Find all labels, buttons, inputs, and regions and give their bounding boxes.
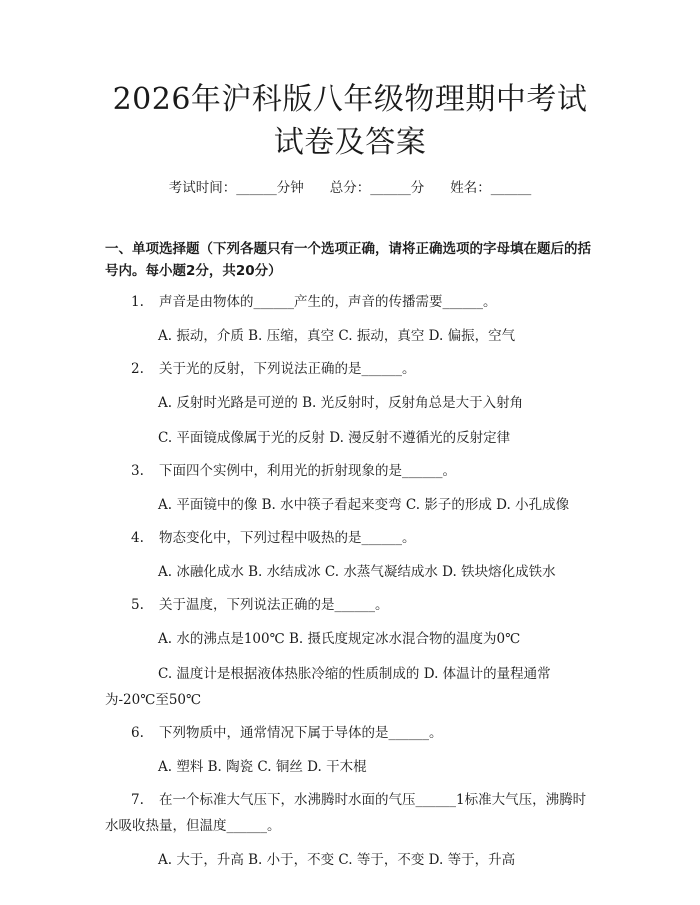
question-4 bbox=[105, 525, 595, 585]
question-2 bbox=[105, 356, 595, 451]
score-label: 总分： bbox=[329, 180, 371, 196]
question-number: 1. bbox=[131, 294, 144, 310]
score-unit: 分 bbox=[410, 180, 425, 196]
question-number: 2. bbox=[131, 361, 144, 377]
document-title: 2026年沪科版八年级物理期中考试试卷及答案 bbox=[112, 82, 588, 160]
question-options: A. 大于，升高 B. 小于，不变 C. 等于，不变 D. 等于，升高 bbox=[158, 852, 516, 868]
question-7 bbox=[105, 787, 595, 873]
question-1 bbox=[105, 289, 595, 349]
question-3 bbox=[105, 458, 595, 518]
question-options: A. 冰融化成水 B. 水结成冰 C. 水蒸气凝结成水 D. 铁块熔化成铁水 bbox=[158, 564, 556, 580]
question-number: 7. bbox=[131, 792, 144, 808]
question-number: 5. bbox=[131, 597, 144, 613]
name-label: 姓名： bbox=[450, 180, 491, 196]
question-stem: 下面四个实例中，利用光的折射现象的是______。 bbox=[159, 463, 456, 479]
question-options: A. 水的沸点是100℃ B. 摄氏度规定冰水混合物的温度为0℃ bbox=[158, 631, 521, 647]
name-blank: ______ bbox=[490, 180, 532, 196]
question-options: A. 塑料 B. 陶瓷 C. 铜丝 D. 干木棍 bbox=[158, 759, 367, 775]
section-heading: 一、单项选择题（下列各题只有一个选项正确，请将正确选项的字母填在题后的括号内。每小题2分，共20分） bbox=[105, 241, 591, 279]
question-stem: 关于温度，下列说法正确的是______。 bbox=[159, 597, 389, 613]
question-options: A. 振动，介质 B. 压缩，真空 C. 振动，真空 D. 偏振，空气 bbox=[158, 328, 516, 344]
time-blank: ______ bbox=[236, 180, 277, 196]
question-number: 6. bbox=[131, 725, 144, 741]
question-5 bbox=[105, 592, 595, 713]
time-label: 考试时间： bbox=[168, 180, 237, 196]
question-list bbox=[105, 289, 595, 873]
question-options: C. 平面镜成像属于光的反射 D. 漫反射不遵循光的反射定律 bbox=[158, 430, 511, 446]
question-options: A. 反射时光路是可逆的 B. 光反射时，反射角总是大于入射角 bbox=[158, 395, 524, 411]
exam-info-line bbox=[105, 178, 595, 198]
question-6 bbox=[105, 720, 595, 780]
time-unit: 分钟 bbox=[276, 180, 304, 196]
score-blank: ______ bbox=[370, 180, 411, 196]
question-options: C. 温度计是根据液体热胀冷缩的性质制成的 D. 体温计的量程通常为-20℃至50℃ bbox=[105, 666, 551, 708]
question-stem: 关于光的反射，下列说法正确的是______。 bbox=[159, 361, 416, 377]
question-options: A. 平面镜中的像 B. 水中筷子看起来变弯 C. 影子的形成 D. 小孔成像 bbox=[158, 497, 570, 513]
question-stem: 声音是由物体的______产生的，声音的传播需要______。 bbox=[159, 294, 497, 310]
question-number: 4. bbox=[131, 530, 144, 546]
question-stem: 物态变化中，下列过程中吸热的是______。 bbox=[159, 530, 416, 546]
question-stem: 下列物质中，通常情况下属于导体的是______。 bbox=[159, 725, 443, 741]
question-stem: 在一个标准大气压下，水沸腾时水面的气压______1标准大气压，沸腾时水吸收热量，但温度______。 bbox=[105, 792, 587, 834]
question-number: 3. bbox=[131, 463, 144, 479]
